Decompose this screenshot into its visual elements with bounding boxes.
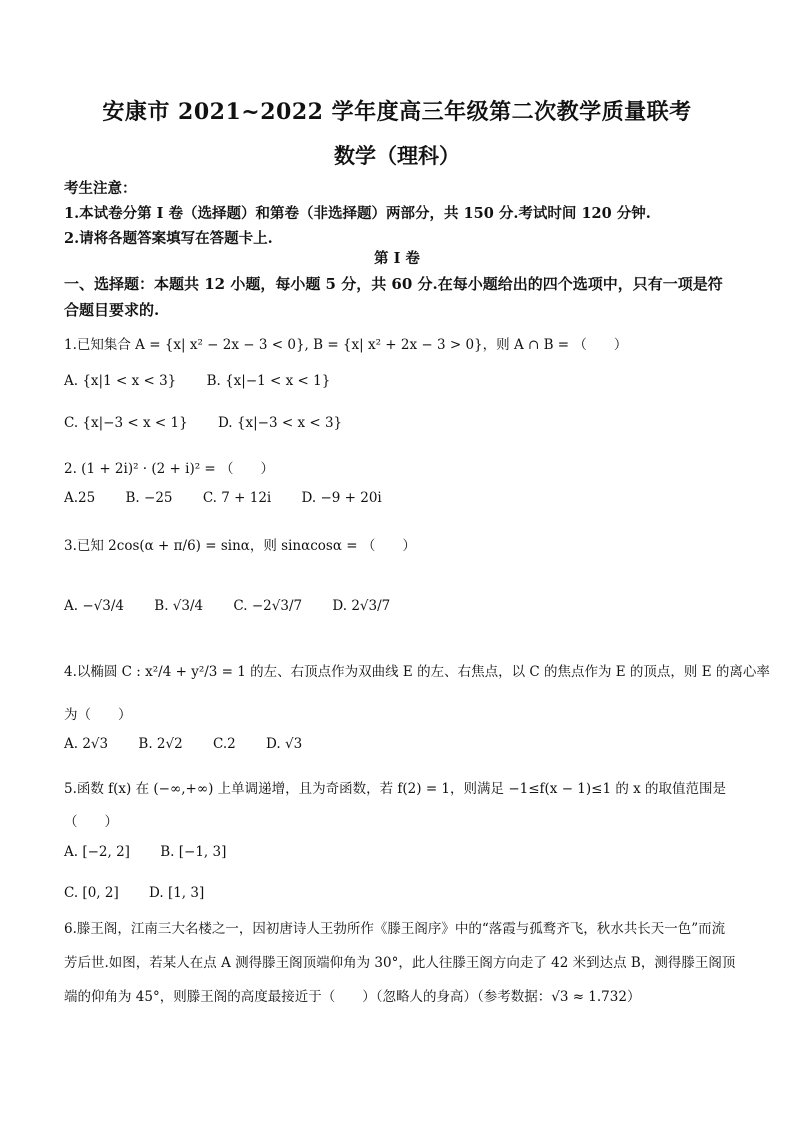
question-1-option-c: C. {x|−3 < x < 1} xyxy=(64,415,188,431)
question-3-stem: 3.已知 2cos(α + π/6) = sinα，则 sinαcosα = （ ） xyxy=(64,538,416,554)
question-2-options xyxy=(64,490,408,506)
question-2-option-d: D. −9 + 20i xyxy=(301,490,382,506)
question-1-option-b: B. {x|−1 < x < 1} xyxy=(206,373,331,389)
question-1-option-a: A. {x|1 < x < 3} xyxy=(64,373,177,389)
question-4-option-c: C.2 xyxy=(213,736,236,752)
exam-title: 安康市 2021~2022 学年度高三年级第二次教学质量联考 xyxy=(102,99,692,125)
question-6-stem: 6.滕王阁，江南三大名楼之一，因初唐诗人王勃所作《滕王阁序》中的“落霞与孤鹜齐飞，秋水共长天一色”而流芳后世.如图，若某人在点 A 测得滕王阁顶端仰角为 30°，此人往滕王阁方向走了 42 米到达点 B，测得滕王阁顶端的仰角为 45°，则滕王阁的高度最接近于（ ）（忽略人的身高）（参考数据：√3 ≈ 1.732） xyxy=(64,921,736,1005)
question-5-option-b: B. [−1, 3] xyxy=(160,844,227,860)
question-5-options-row2 xyxy=(64,885,230,901)
question-4-stem: 4.以椭圆 C : x²/4 + y²/3 = 1 的左、右顶点作为双曲线 E 的左、右焦点，以 C 的焦点作为 E 的顶点，则 E 的离心率 xyxy=(64,664,770,680)
question-3-option-c: C. −2√3/7 xyxy=(233,598,303,614)
question-4-stem-cont: 为（ ） xyxy=(64,707,132,723)
notice-heading: 考生注意： xyxy=(64,180,137,197)
question-4-option-b: B. 2√2 xyxy=(138,736,183,752)
part1-instructions: 一、选择题：本题共 12 小题，每小题 5 分，共 60 分.在每小题给出的四个选项中，只有一项是符合题目要求的. xyxy=(64,275,723,319)
question-3-option-b: B. √3/4 xyxy=(154,598,204,614)
question-5-option-c: C. [0, 2] xyxy=(64,885,119,901)
question-3-option-a: A. −√3/4 xyxy=(64,598,124,614)
question-2-option-a: A.25 xyxy=(64,490,96,506)
notice-line-1: 1.本试卷分第 I 卷（选择题）和第卷（非选择题）两部分，共 150 分.考试时间 120 分钟. xyxy=(64,205,651,222)
question-5-options-row1 xyxy=(64,844,252,860)
question-1-option-d: D. {x|−3 < x < 3} xyxy=(217,415,343,431)
question-5-stem: 5.函数 f(x) 在 (−∞,+∞) 上单调递增，且为奇函数，若 f(2) = 1，则满足 −1≤f(x − 1)≤1 的 x 的取值范围是 xyxy=(64,781,727,797)
question-4-option-d: D. √3 xyxy=(266,736,303,752)
notice-line-2: 2.请将各题答案填写在答题卡上. xyxy=(64,230,273,247)
question-5-option-d: D. [1, 3] xyxy=(149,885,205,901)
exam-subject: 数学（理科） xyxy=(334,143,460,168)
question-1-options-row1 xyxy=(64,373,356,389)
question-5-stem-cont: （ ） xyxy=(64,814,118,830)
notice-block xyxy=(64,176,651,251)
question-2-stem: 2. (1 + 2i)² · (2 + i)² = （ ） xyxy=(64,461,275,477)
question-1-options-row2 xyxy=(64,415,368,431)
question-5-option-a: A. [−2, 2] xyxy=(64,844,130,860)
question-2-option-c: C. 7 + 12i xyxy=(202,490,272,506)
section-label: 第 I 卷 xyxy=(374,250,420,267)
question-3-option-d: D. 2√3/7 xyxy=(332,598,391,614)
question-2-option-b: B. −25 xyxy=(125,490,173,506)
question-1-stem: 1.已知集合 A = {x| x² − 2x − 3 < 0}, B = {x| x² + 2x − 3 > 0}，则 A ∩ B = （ ） xyxy=(64,337,628,353)
question-3-options xyxy=(64,598,416,614)
question-4-option-a: A. 2√3 xyxy=(64,736,109,752)
question-4-options xyxy=(64,736,328,752)
